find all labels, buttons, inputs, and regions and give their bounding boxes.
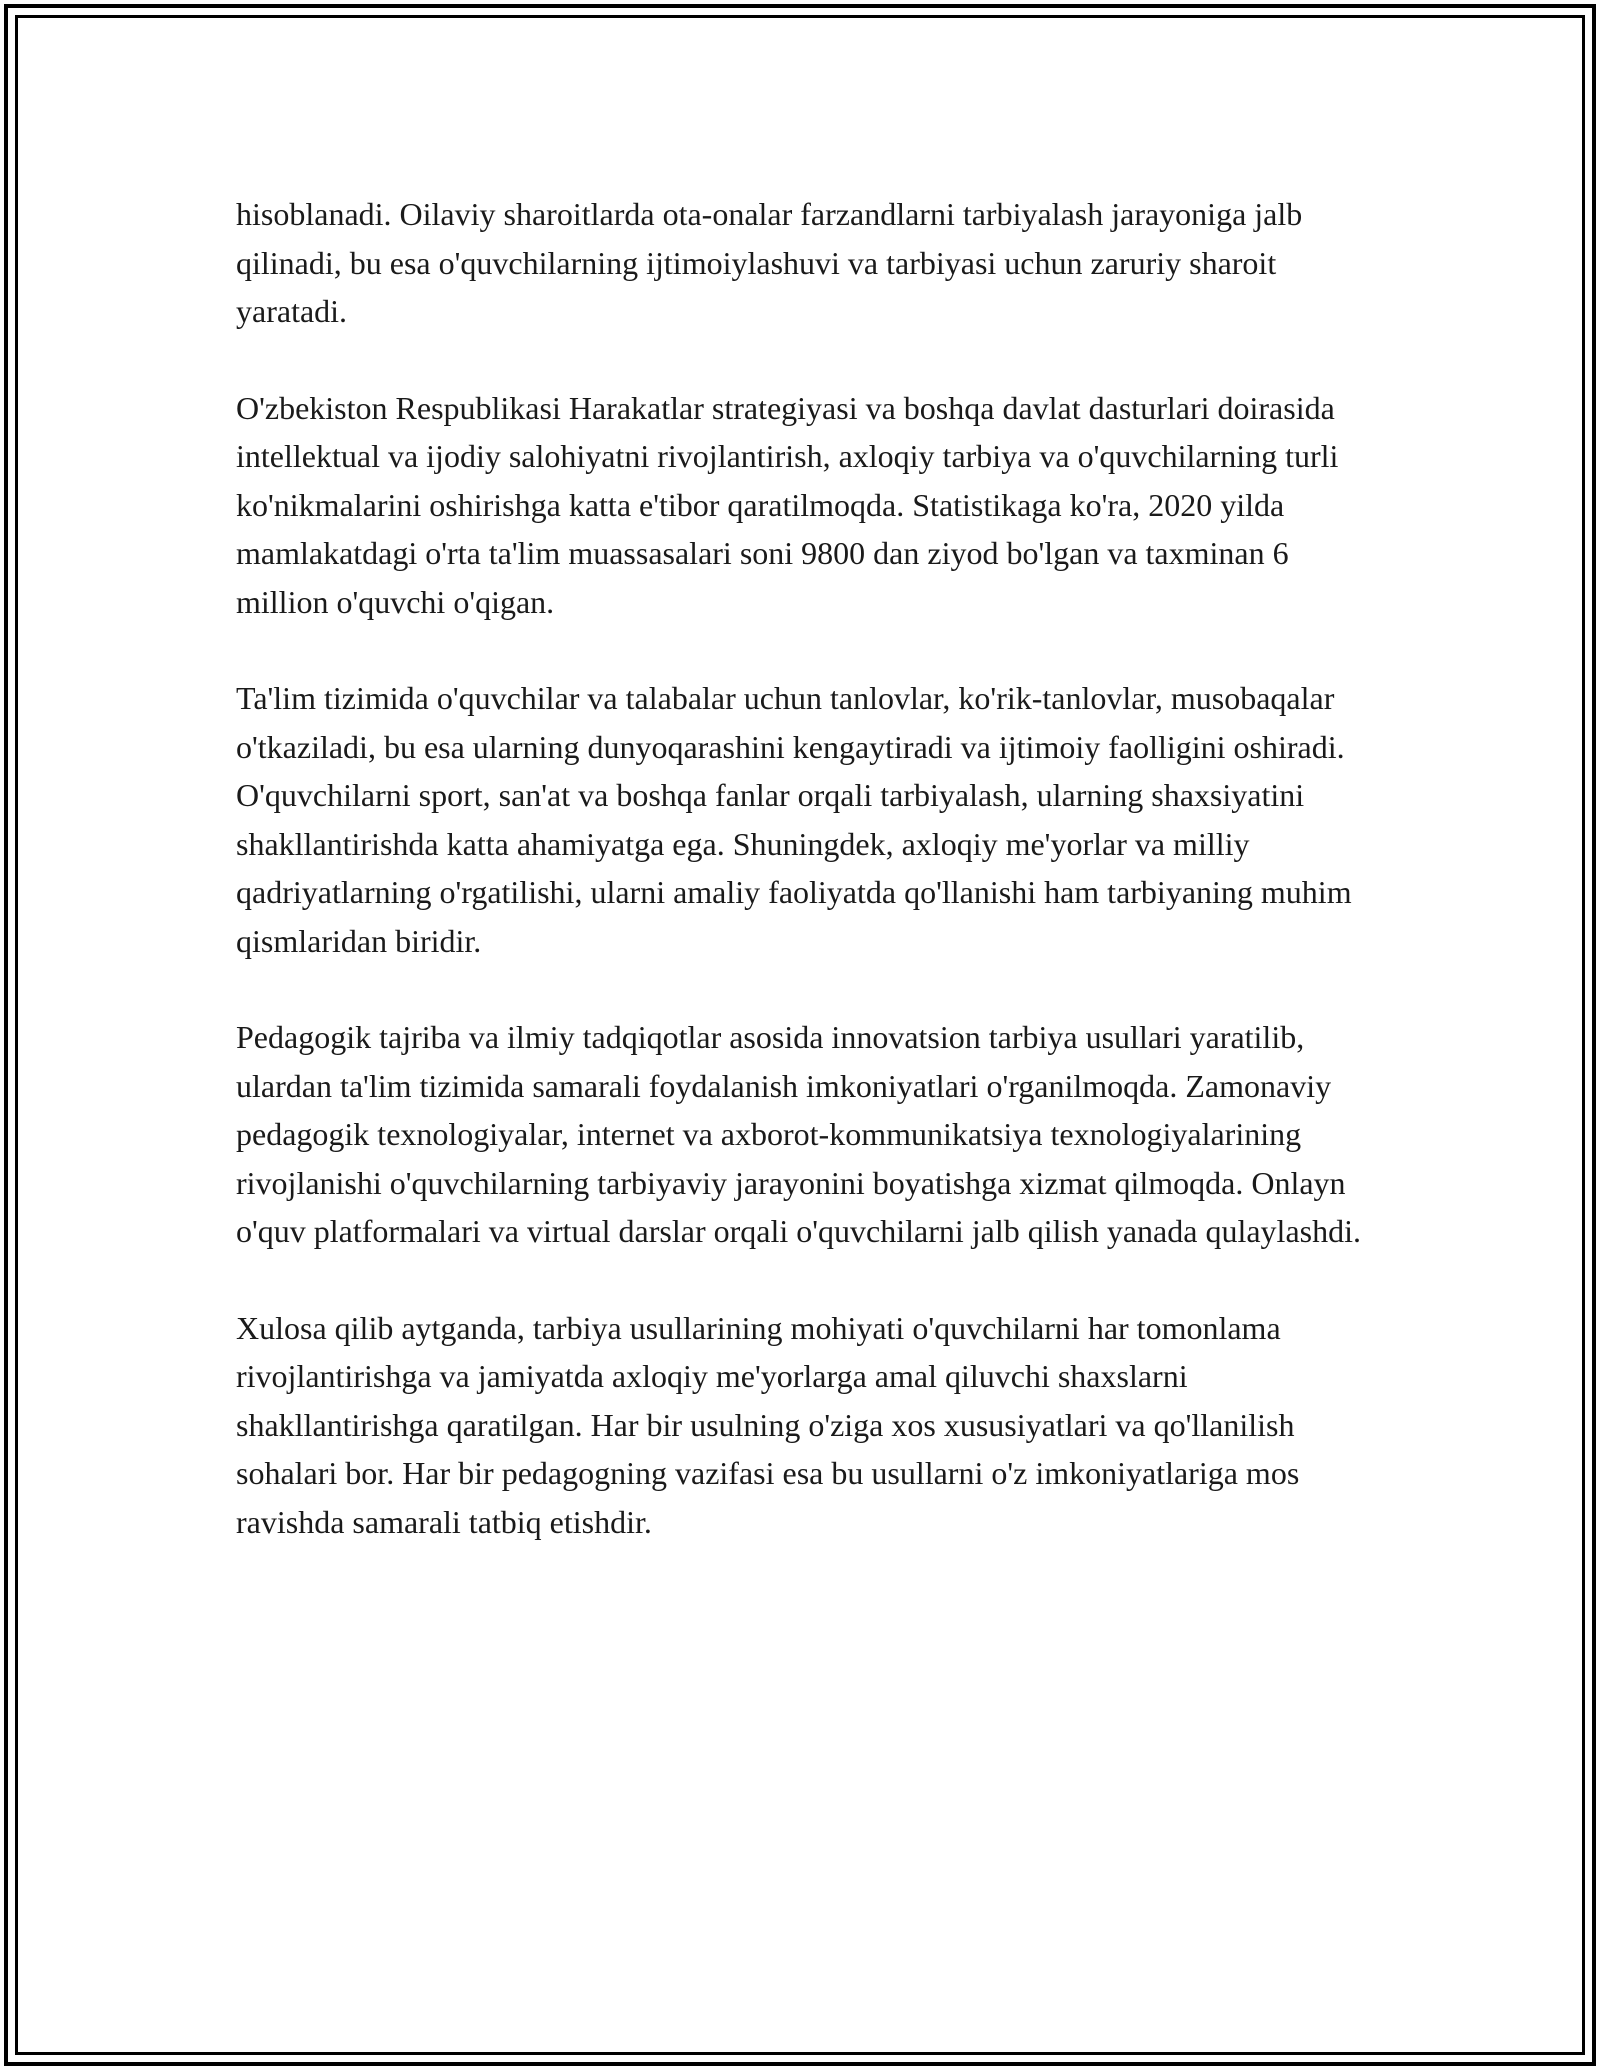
- document-body: [236, 190, 1366, 1594]
- paragraph-5: Xulosa qilib aytganda, tarbiya usullarining mohiyati o'quvchilarni har tomonlama rivojlantirishga va jamiyatda axloqiy me'yorlarga amal qiluvchi shaxslarni shakllantirishga qaratilgan. Har bir usulning o'ziga xos xususiyatlari va qo'llanilish sohalari bor. Har bir pedagogning vazifasi esa bu usullarni o'z imkoniyatlariga mos ravishda samarali tatbiq etishdir.: [236, 1309, 1300, 1540]
- paragraph-1: hisoblanadi. Oilaviy sharoitlarda ota-onalar farzandlarni tarbiyalash jarayoniga jalb qilinadi, bu esa o'quvchilarning ijtimoiylashuvi va tarbiyasi uchun zaruriy sharoit yaratadi.: [236, 196, 1303, 329]
- paragraph-3: Ta'lim tizimida o'quvchilar va talabalar uchun tanlovlar, ko'rik-tanlovlar, musobaqalar o'tkaziladi, bu esa ularning dunyoqarashini kengaytiradi va ijtimoiy faolligini oshiradi. O'quvchilarni sport, san'at va boshqa fanlar orqali tarbiyalash, ularning shaxsiyatini shakllantirishda katta ahamiyatga ega. Shuningdek, axloqiy me'yorlar va milliy qadriyatlarning o'rgatilishi, ularni amaliy faoliyatda qo'llanishi ham tarbiyaning muhim qismlaridan biridir.: [236, 680, 1352, 959]
- paragraph-4: Pedagogik tajriba va ilmiy tadqiqotlar asosida innovatsion tarbiya usullari yaratilib, ulardan ta'lim tizimida samarali foydalanish imkoniyatlari o'rganilmoqda. Zamonaviy pedagogik texnologiyalar, internet va axborot-kommunikatsiya texnologiyalarining rivojlanishi o'quvchilarning tarbiyaviy jarayonini boyatishga xizmat qilmoqda. Onlayn o'quv platformalari va virtual darslar orqali o'quvchilarni jalb qilish yanada qulaylashdi.: [236, 1019, 1361, 1249]
- paragraph-2: O'zbekiston Respublikasi Harakatlar strategiyasi va boshqa davlat dasturlari doirasida intellektual va ijodiy salohiyatni rivojlantirish, axloqiy tarbiya va o'quvchilarning turli ko'nikmalarini oshirishga katta e'tibor qaratilmoqda. Statistikaga ko'ra, 2020 yilda mamlakatdagi o'rta ta'lim muassasalari soni 9800 dan ziyod bo'lgan va taxminan 6 million o'quvchi o'qigan.: [236, 389, 1339, 620]
